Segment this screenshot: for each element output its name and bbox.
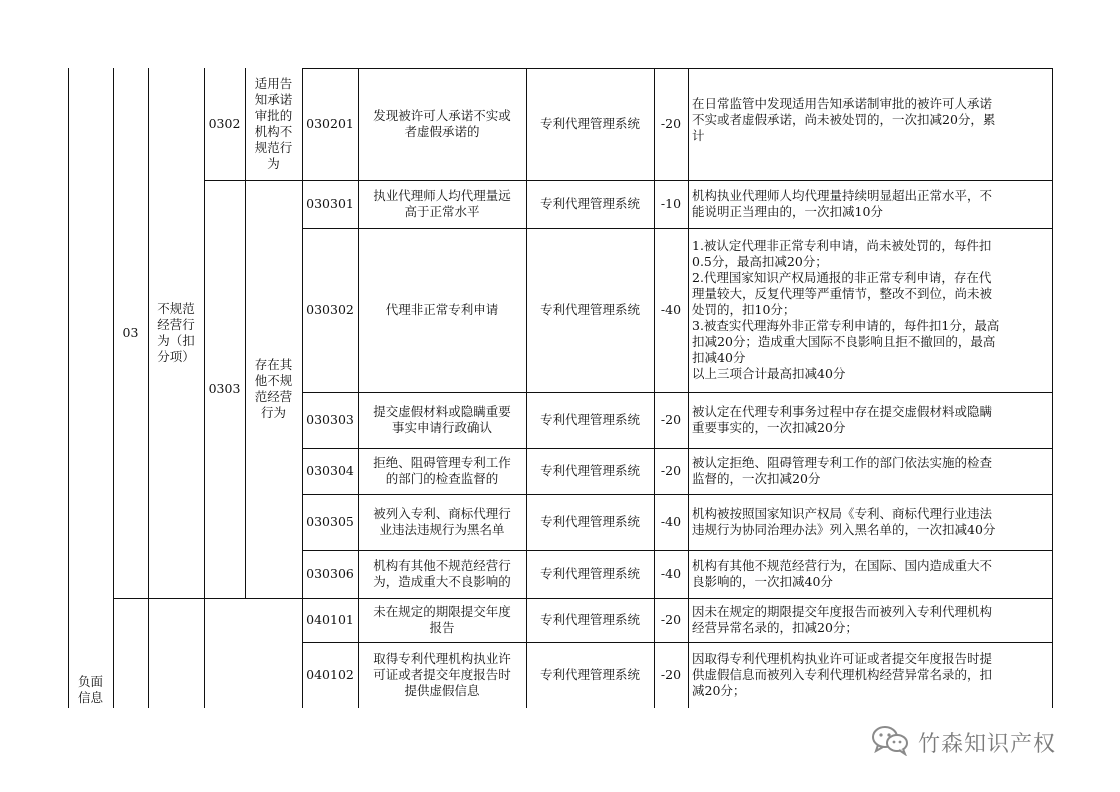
table-row-source: 专利代理管理系统 — [539, 302, 640, 317]
table-row-source: 专利代理管理系统 — [539, 612, 640, 627]
table-row-rule: 机构执业代理师人均代理量持续明显超出正常水平，不 能说明正当理由的，一次扣减10分 — [692, 188, 993, 219]
grid-line — [302, 494, 1053, 495]
grid-line — [113, 598, 1053, 599]
table-row-source: 专利代理管理系统 — [539, 463, 640, 478]
table-row-code: 030304 — [306, 463, 354, 478]
table-row-score: -40 — [660, 566, 682, 581]
table-row-item: 未在规定的期限提交年度 报告 — [373, 604, 511, 635]
table-row-rule: 被认定拒绝、阻碍管理专利工作的部门依法实施的检查 监督的，一次扣减20分 — [692, 455, 993, 486]
table-row-source: 专利代理管理系统 — [539, 514, 640, 529]
grid-line — [302, 68, 1053, 69]
grid-line — [526, 68, 527, 708]
table-row-code: 030302 — [306, 302, 354, 317]
table-row-source: 专利代理管理系统 — [539, 412, 640, 427]
table-row-item: 取得专利代理机构执业许 可证或者提交年度报告时 提供虚假信息 — [373, 651, 511, 698]
table-row-source: 专利代理管理系统 — [539, 566, 640, 581]
table-row-item: 拒绝、阻碍管理专利工作 的部门的检查监督的 — [373, 455, 511, 486]
grid-line — [113, 68, 114, 708]
table-row-code: 040102 — [306, 667, 354, 682]
category-name: 不规范 经营行 为（扣 分项） — [157, 301, 195, 364]
table-row-score: -20 — [660, 612, 682, 627]
table-row-score: -20 — [660, 667, 682, 682]
table-row-item: 机构有其他不规范经营行 为，造成重大不良影响的 — [373, 558, 511, 589]
table-row-source: 专利代理管理系统 — [539, 667, 640, 682]
subcategory-code-0303: 0303 — [208, 381, 241, 396]
subcategory-name-0303: 存在其 他不规 范经营 行为 — [254, 357, 293, 420]
table-row-score: -20 — [660, 463, 682, 478]
table-row-score: -40 — [660, 514, 682, 529]
table-row-item: 提交虚假材料或隐瞒重要 事实申请行政确认 — [373, 404, 511, 435]
table-row-code: 030301 — [306, 196, 354, 211]
group-label: 负面 信息 — [77, 674, 103, 705]
grid-line — [302, 448, 1053, 449]
table-row-source: 专利代理管理系统 — [539, 116, 640, 131]
table-row-item: 被列入专利、商标代理行 业违法违规行为黑名单 — [373, 506, 511, 537]
grid-line — [358, 68, 359, 708]
table-row-rule: 被认定在代理专利事务过程中存在提交虚假材料或隐瞒 重要事实的，一次扣减20分 — [692, 404, 993, 435]
table-row-source: 专利代理管理系统 — [539, 196, 640, 211]
grid-line — [204, 68, 205, 708]
grid-line — [654, 68, 655, 708]
table-row-rule: 机构被按照国家知识产权局《专利、商标代理行业违法 违规行为协同治理办法》列入黑名单的，一次扣减40分 — [692, 506, 996, 537]
table-row-score: -20 — [660, 116, 682, 131]
grid-line — [302, 68, 303, 708]
table-row-rule: 机构有其他不规范经营行为，在国际、国内造成重大不 良影响的，一次扣减40分 — [692, 558, 993, 589]
table-row-code: 030201 — [306, 116, 354, 131]
grid-line — [245, 68, 246, 598]
subcategory-code-0302: 0302 — [208, 116, 241, 131]
grid-line — [688, 68, 689, 708]
grid-line — [302, 642, 1053, 643]
grid-line — [302, 392, 1053, 393]
table-row-score: -40 — [660, 302, 682, 317]
table-row-item: 发现被许可人承诺不实或 者虚假承诺的 — [373, 108, 511, 139]
table-row-rule: 因未在规定的期限提交年度报告而被列入专利代理机构 经营异常名录的，扣减20分； — [692, 604, 993, 635]
table-row-code: 040101 — [306, 612, 354, 627]
category-code: 03 — [122, 325, 139, 340]
table-row-rule: 在日常监管中发现适用告知承诺制审批的被许可人承诺 不实或者虚假承诺，尚未被处罚的，一次扣减20分，累 计 — [692, 96, 996, 143]
table-row-code: 030303 — [306, 412, 354, 427]
grid-line — [302, 228, 1053, 229]
grid-line — [302, 550, 1053, 551]
grid-line — [1052, 68, 1053, 708]
table-row-rule: 1.被认定代理非正常专利申请，尚未被处罚的，每件扣 0.5分，最高扣减20分； 2.代理国家知识产权局通报的非正常专利申请，存在代 理量较大，反复代理等严重情节，整改不到位，尚未被 处罚的，扣10分； 3.被查实代理海外非正常专利申请的，每件扣1分，最高 扣减20分；造成重大国际不良影响且拒不撤回的，最高 扣减40分 以上三项合计最高扣减40分 — [692, 238, 1000, 381]
table-row-score: -10 — [660, 196, 682, 211]
table-row-score: -20 — [660, 412, 682, 427]
subcategory-name-0302: 适用告 知承诺 审批的 机构不 规范行 为 — [254, 76, 293, 171]
table-row-code: 030305 — [306, 514, 354, 529]
grid-line — [204, 180, 1053, 181]
wechat-icon — [870, 724, 910, 760]
table-row-rule: 因取得专利代理机构执业许可证或者提交年度报告时提 供虚假信息而被列入专利代理机构经营异常名录的，扣 减20分； — [692, 651, 993, 698]
table-row-item: 执业代理师人均代理量远 高于正常水平 — [373, 188, 511, 219]
watermark — [870, 722, 1110, 762]
grid-line — [148, 68, 149, 708]
table-row-code: 030306 — [306, 566, 354, 581]
grid-line — [68, 68, 69, 708]
table-row-item: 代理非正常专利申请 — [385, 302, 499, 317]
watermark-text: 竹森知识产权 — [918, 731, 1057, 757]
